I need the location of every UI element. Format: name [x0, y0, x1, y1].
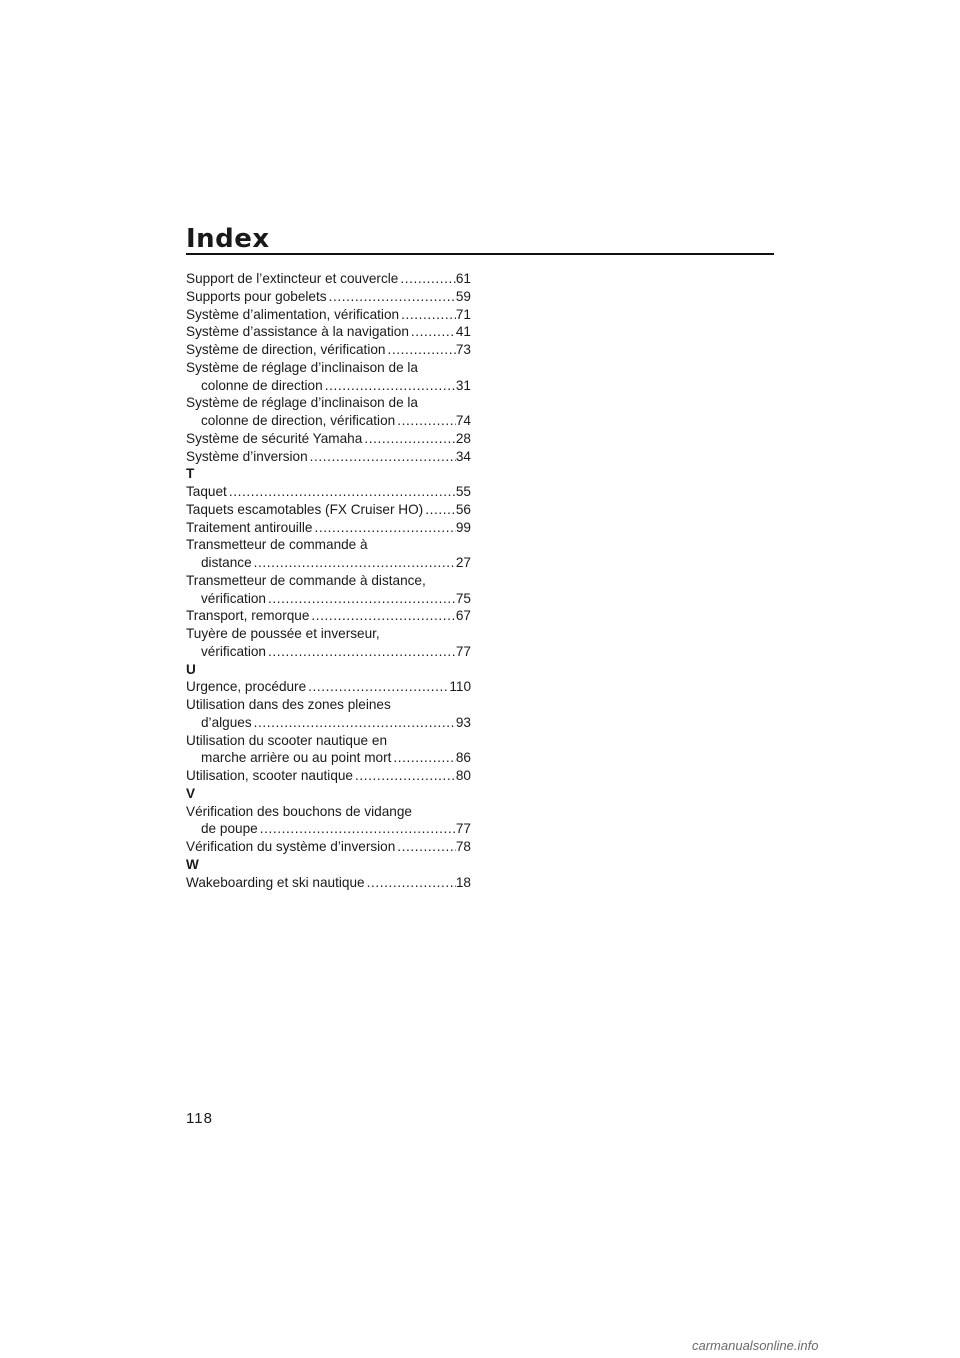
index-entry-text: Utilisation du scooter nautique en [186, 732, 388, 748]
index-entry-line [186, 341, 471, 359]
index-entry-line [186, 767, 471, 785]
index-entry-continuation [186, 590, 471, 608]
index-entry-line [186, 732, 471, 750]
index-entry-continuation [186, 714, 471, 732]
index-entry-text: Système de réglage d’inclinaison de la [186, 359, 418, 375]
index-entry-text: d’algues [201, 714, 252, 730]
index-section-letter: W [186, 856, 199, 872]
index-entry[interactable] [186, 323, 471, 341]
index-entry-page: 41 [455, 324, 471, 340]
index-entry[interactable] [186, 696, 471, 732]
index-entry-page: 74 [455, 413, 471, 428]
index-entry-line [186, 306, 471, 324]
index-section-letter: V [186, 785, 196, 801]
index-entry-text: colonne de direction, vérification [201, 413, 396, 428]
dot-leader [312, 519, 455, 537]
index-entry-line [186, 536, 471, 554]
index-entry-page: 27 [455, 555, 471, 570]
index-entry-page: 77 [455, 643, 471, 659]
index-entry-page: 80 [455, 768, 471, 783]
index-entry-text: Support de l’extincteur et couvercle [186, 271, 399, 286]
dot-leader [252, 714, 456, 732]
index-entry-text: Transport, remorque [186, 608, 310, 624]
index-entry-text: Système de réglage d’inclinaison de la [186, 395, 418, 411]
index-entry-page: 99 [455, 519, 471, 535]
index-entry-line [186, 394, 471, 412]
dot-leader [227, 483, 456, 501]
index-entry-text: vérification [201, 590, 266, 606]
index-entry-page: 56 [455, 501, 471, 517]
index-entry-line [186, 483, 471, 501]
index-entry-line [186, 359, 471, 377]
index-entry-line [186, 448, 471, 466]
index-entry[interactable] [186, 430, 471, 448]
index-entry-page: 75 [455, 590, 471, 606]
dot-leader [327, 288, 456, 306]
title-rule [186, 253, 774, 255]
index-entry-page: 86 [455, 750, 471, 766]
index-entry[interactable] [186, 732, 471, 768]
dot-leader [362, 430, 456, 448]
index-entry-line [186, 607, 471, 625]
index-entry-text: de poupe [201, 821, 258, 837]
index-entry[interactable] [186, 306, 471, 324]
index-entry-text: Wakeboarding et ski nautique [186, 874, 365, 890]
index-entry-continuation [186, 554, 471, 572]
dot-leader [391, 749, 455, 767]
index-entry[interactable] [186, 519, 471, 537]
watermark: carmanualsonline.info [692, 1338, 819, 1353]
index-entry[interactable] [186, 767, 471, 785]
index-entry[interactable] [186, 359, 471, 395]
index-entry-text: Utilisation, scooter nautique [186, 768, 353, 783]
index-entry-text: Utilisation dans des zones pleines [186, 697, 391, 712]
index-entry-line [186, 838, 471, 856]
dot-leader [306, 678, 449, 696]
index-entry-line [186, 874, 471, 892]
index-entry-page: 18 [455, 874, 471, 890]
index-section-letter: T [186, 466, 195, 482]
index-entry[interactable] [186, 270, 471, 288]
index-entry-text: Système d’assistance à la navigation [186, 324, 409, 340]
index-entry-text: Tuyère de poussée et inverseur, [186, 626, 380, 641]
index-section-letter: U [186, 661, 196, 677]
dot-leader [266, 643, 456, 661]
dot-leader [309, 607, 455, 625]
dot-leader [308, 448, 456, 466]
index-entry[interactable] [186, 341, 471, 359]
index-entry-line [186, 270, 471, 288]
index-entry[interactable] [186, 536, 471, 572]
index-entry-text: Taquet [186, 484, 227, 499]
dot-leader [385, 341, 455, 359]
index-entry-text: Supports pour gobelets [186, 288, 327, 304]
index-entry[interactable] [186, 607, 471, 625]
index-entry-text: Vérification du système d’inversion [186, 839, 396, 854]
index-entry-text: Vérification des bouchons de vidange [186, 803, 412, 819]
index-entry-line [186, 430, 471, 448]
index-entry-page: 28 [455, 430, 471, 446]
index-entry-line [186, 803, 471, 821]
index-entry-line [186, 696, 471, 714]
index-entry-line [186, 572, 471, 590]
index-entry-page: 31 [455, 377, 471, 393]
index-entry-continuation [186, 749, 471, 767]
dot-leader [398, 270, 456, 288]
index-entry[interactable] [186, 874, 471, 892]
index-entry-page: 73 [455, 342, 471, 357]
index-entry-page: 67 [455, 608, 471, 624]
index-entry-text: marche arrière ou au point mort [201, 750, 392, 766]
index-entry-page: 55 [455, 484, 471, 499]
index-entry-continuation [186, 820, 471, 838]
dot-leader [266, 590, 456, 608]
index-entry-text: Taquets escamotables (FX Cruiser HO) [186, 501, 424, 517]
index-entry[interactable] [186, 678, 471, 696]
index-entry-text: distance [201, 555, 252, 570]
index-entry-page: 59 [455, 288, 471, 304]
index-entry-text: Traitement antirouille [186, 519, 313, 535]
dot-leader [395, 412, 456, 430]
index-entry-line [186, 625, 471, 643]
index-entry-text: vérification [201, 643, 266, 659]
index-entry[interactable] [186, 803, 471, 839]
page-title: Index [186, 224, 270, 254]
index-entry-text: colonne de direction [201, 377, 323, 393]
index-entry-line [186, 519, 471, 537]
index-entry-text: Système d’inversion [186, 448, 308, 464]
index-entry-page: 34 [455, 448, 471, 464]
index-entry-text: Transmetteur de commande à distance, [186, 572, 426, 588]
page-number: 118 [186, 1110, 213, 1127]
index-entry[interactable] [186, 448, 471, 466]
dot-leader [365, 874, 456, 892]
index-entry-text: Système de direction, vérification [186, 342, 386, 357]
index-entry[interactable] [186, 572, 471, 608]
index-entry-line [186, 323, 471, 341]
index-entry-continuation [186, 377, 471, 395]
index-entry-text: Système d’alimentation, vérification [186, 306, 400, 322]
dot-leader [323, 377, 456, 395]
index-entry[interactable] [186, 838, 471, 856]
index-entry[interactable] [186, 501, 471, 519]
dot-leader [423, 501, 456, 519]
index-entry-page: 110 [449, 679, 471, 695]
index-entry-page: 77 [455, 821, 471, 837]
index-entry-text: Urgence, procédure [186, 679, 307, 695]
index-entry-continuation [186, 643, 471, 661]
dot-leader [409, 323, 456, 341]
index-entry-text: Système de sécurité Yamaha [186, 430, 363, 446]
dot-leader [353, 767, 456, 785]
dot-leader [399, 306, 456, 324]
index-entry-page: 71 [455, 306, 471, 322]
index-entry-line [186, 501, 471, 519]
index-entry-continuation [186, 412, 471, 430]
index-list [186, 270, 471, 891]
index-entry[interactable] [186, 288, 471, 306]
index-entry[interactable] [186, 394, 471, 430]
index-entry-text: Transmetteur de commande à [186, 537, 368, 553]
index-entry[interactable] [186, 483, 471, 501]
index-entry-line [186, 288, 471, 306]
dot-leader [252, 554, 456, 572]
index-entry-page: 78 [455, 839, 471, 854]
index-entry-page: 61 [455, 271, 471, 286]
index-entry[interactable] [186, 625, 471, 661]
dot-leader [258, 820, 456, 838]
index-entry-line [186, 678, 471, 696]
index-entry-page: 93 [455, 714, 471, 730]
dot-leader [395, 838, 456, 856]
